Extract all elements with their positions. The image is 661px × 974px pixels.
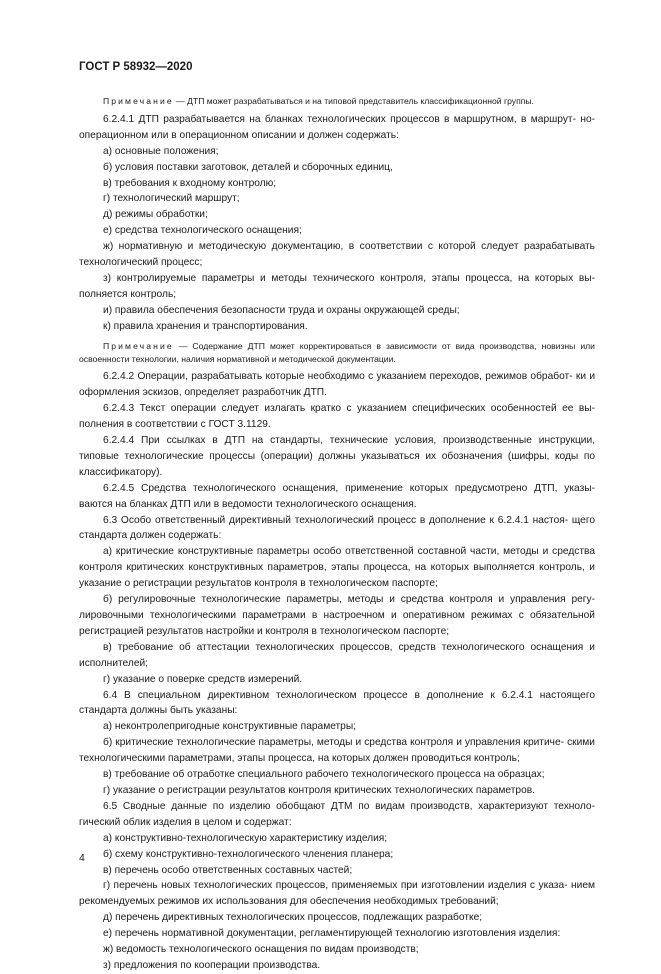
text-line: ваются на бланках ДТП или в ведомости технологического оснащения.: [79, 498, 417, 510]
text-line: нием рекомендуемых режимов их использования для обеспечения необходимых требований;: [79, 880, 595, 908]
paragraph: [79, 767, 595, 783]
paragraph: [79, 910, 595, 926]
text-line: 6.2.4.3 Текст операции следует излагать кратко с указанием специфических особенностей ее вы-: [103, 403, 595, 415]
text-line: а) критические конструктивные параметры особо ответственной составной части, методы и: [103, 546, 553, 558]
text-line: б) условия поставки заготовок, деталей и сборочных единиц,: [103, 161, 393, 173]
text-line: г) технологический маршрут;: [103, 193, 240, 205]
paragraph: [79, 719, 595, 735]
text-line: е) средства технологического оснащения;: [103, 225, 302, 237]
paragraph: [79, 303, 595, 319]
text-line: и) правила обеспечения безопасности труда и охраны окружающей среды;: [103, 304, 460, 316]
text-line: полняется контроль;: [79, 288, 177, 300]
text-line: технологический процесс;: [79, 257, 203, 269]
text-line: ж) нормативную и методическую документацию, в соответствии с которой следует разрабатывать: [103, 241, 595, 253]
paragraph: [79, 144, 595, 160]
paragraph: [79, 112, 595, 144]
text-line: а) неконтролепригодные конструктивные параметры;: [103, 721, 357, 733]
paragraph: [79, 878, 595, 910]
text-line: скими технологическими параметрами, этапы процесса, на которых должен проводиться контроль;: [79, 737, 595, 765]
paragraph: [79, 401, 595, 433]
text-line: ки и оформления эскизов, определяет разработчик ДТП.: [79, 371, 596, 399]
text-line: г) указание о регистрации результатов контроля критических технологических параметров.: [103, 784, 535, 796]
text-line: б) критические технологические параметры, методы и средства контроля и управления критиче-: [103, 737, 568, 749]
paragraph: [79, 863, 595, 879]
paragraph: [79, 433, 595, 481]
paragraph: [79, 369, 595, 401]
note-label: Примечание: [103, 340, 174, 351]
text-line: полнения в соответствии с ГОСТ 3.1129.: [79, 419, 271, 431]
paragraph: [79, 831, 595, 847]
text-line: г) перечень новых технологических процессов, применяемых при изготовлении изделия с указа-: [103, 880, 571, 892]
text-line: регистрацией результатов настройки и контроля в технологическом паспорте;: [79, 625, 450, 637]
paragraph: [79, 958, 595, 974]
text-line: контроль, и указание о регистрации результатов контроля в технологическом паспорте;: [79, 562, 595, 590]
text-line: в) перечень особо ответственных составных частей;: [103, 864, 353, 876]
paragraph: [79, 544, 595, 592]
note: [79, 95, 595, 108]
paragraph: [79, 481, 595, 513]
document-header: ГОСТ Р 58932—2020: [79, 61, 193, 73]
page-number: 4: [79, 852, 85, 864]
text-line: з) предложения по кооперации производства.: [103, 959, 321, 971]
paragraph: [79, 926, 595, 942]
text-line: д) режимы обработки;: [103, 209, 208, 221]
paragraph: [79, 239, 595, 271]
paragraph: [79, 735, 595, 767]
paragraph: [79, 942, 595, 958]
paragraph: [79, 640, 595, 672]
paragraph: [79, 592, 595, 640]
text-line: 6.2.4.4 При ссылках в ДТП на стандарты, технические условия, производственные инструкции,: [103, 435, 595, 447]
note-text: — Содержание ДТП может корректироваться в зависимости от вида производства, новизны или освоенности технологии, наличия нормативной и методической документации.: [79, 340, 595, 364]
note-text: — ДТП может разрабатываться и на типовой представитель классификационной группы.: [173, 96, 534, 106]
text-line: исполнителей;: [79, 657, 149, 669]
paragraph: [79, 207, 595, 223]
paragraph: [79, 513, 595, 545]
text-line: 6.5 Сводные данные по изделию обобщают ДТМ по видам производств, характеризуют техноло-: [103, 800, 595, 812]
text-line: 6.2.4.5 Средства технологического оснащения, применение которых предусмотрено ДТП, указы-: [103, 482, 595, 494]
note: [79, 340, 595, 366]
document-body: [79, 90, 595, 974]
text-line: б) регулировочные технологические параметры, методы и средства контроля и управления регу-: [103, 594, 595, 606]
text-line: в) требование об аттестации технологических процессов, средств технологического оснащения и: [103, 641, 595, 653]
text-line: щего стандарта должен содержать:: [79, 514, 595, 542]
paragraph: [79, 688, 595, 720]
text-line: гический облик изделия в целом и содержат:: [79, 816, 292, 828]
text-line: е) перечень нормативной документации, регламентирующей технологию изготовления изделия:: [103, 928, 561, 940]
text-line: 6.2.4.2 Операции, разрабатывать которые необходимо с указанием переходов, режимов обработ-: [103, 371, 576, 383]
text-line: лировочными технологическими параметрами в настроечном и оперативном режимах с обязательной: [79, 610, 595, 621]
paragraph: [79, 783, 595, 799]
paragraph: [79, 160, 595, 176]
paragraph: [79, 672, 595, 688]
paragraph: [79, 799, 595, 831]
text-line: но-операционном или в операционном описании и должен содержать:: [79, 113, 595, 141]
text-line: 6.3 Особо ответственный директивный технологический процесс в дополнение к 6.2.4.1 настоя-: [103, 514, 572, 526]
text-line: ж) ведомость технологического оснащения по видам производств;: [103, 944, 419, 956]
text-line: а) основные положения;: [103, 145, 219, 157]
paragraph: [79, 223, 595, 239]
text-line: стандарта должны быть указаны:: [79, 705, 238, 717]
paragraph: [79, 191, 595, 207]
paragraph: [79, 847, 595, 863]
text-line: а) конструктивно-технологическую характеристику изделия;: [103, 832, 388, 844]
text-line: 6.2.4.1 ДТП разрабатывается на бланках технологических процессов в маршрутном, в маршрут-: [103, 113, 581, 125]
text-line: з) контролируемые параметры и методы технического контроля, этапы процесса, на которых вы-: [103, 272, 595, 284]
text-line: в) требование об отработке специального рабочего технологического процесса на образцах;: [103, 769, 545, 781]
text-line: к) правила хранения и транспортирования.: [103, 320, 308, 332]
text-line: классификатору).: [79, 466, 163, 478]
paragraph: [79, 271, 595, 303]
text-line: 6.4 В специальном директивном технологическом процессе в дополнение к 6.2.4.1 настоящего: [103, 689, 595, 701]
note-label: Примечание: [103, 96, 174, 106]
text-line: г) указание о поверке средств измерений.: [103, 673, 303, 685]
paragraph: [79, 176, 595, 192]
text-line: б) схему конструктивно-технологического членения планера;: [103, 848, 394, 860]
paragraph: [79, 319, 595, 335]
text-line: типовые технологические процессы (операции) должны указываться их обозначения (шифры, коды по: [79, 450, 595, 462]
text-line: д) перечень директивных технологических процессов, подлежащих разработке;: [103, 912, 483, 924]
text-line: в) требования к входному контролю;: [103, 177, 277, 189]
text-line: средства контроля критических конструктивных параметров, этапы процесса, на которых выполняется: [79, 546, 595, 574]
